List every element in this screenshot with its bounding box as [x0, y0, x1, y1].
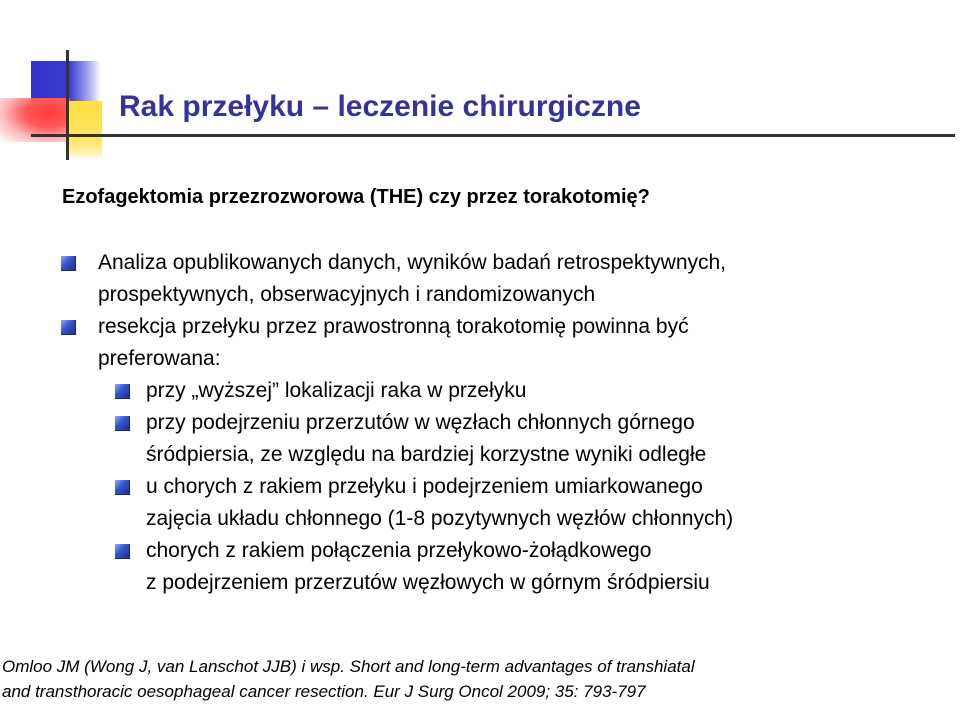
bullet-list [60, 247, 940, 599]
bullet-text-line: preferowana: [98, 347, 221, 370]
bullet-text-line: śródpiersia, ze względu na bardziej korzystne wyniki odległe [146, 443, 707, 466]
blue-square-bullet-icon [115, 480, 130, 495]
bullet-item [60, 407, 940, 471]
bullet-item [60, 535, 940, 599]
bullet-item [60, 471, 940, 535]
slide-title: Rak przełyku – leczenie chirurgiczne [119, 90, 641, 123]
blue-square-bullet-icon [115, 416, 130, 431]
reference-line: and transthoracic oesophageal cancer resection. Eur J Surg Oncol 2009; 35: 793-797 [2, 682, 646, 701]
bullet-item [60, 375, 940, 407]
bullet-text-line: Analiza opublikowanych danych, wyników badań retrospektywnych, [98, 251, 727, 274]
bullet-text-line: prospektywnych, obserwacyjnych i randomizowanych [98, 283, 596, 306]
bullet-text-line: przy „wyższej” lokalizacji raka w przełyku [146, 379, 527, 402]
bullet-item [60, 311, 940, 375]
blue-square-bullet-icon [115, 544, 130, 559]
bullet-text-line: resekcja przełyku przez prawostronną torakotomię powinna być [98, 315, 689, 338]
blue-square-bullet-icon [115, 384, 130, 399]
bullet-item [60, 247, 940, 311]
slide-subtitle: Ezofagektomia przezrozworowa (THE) czy przez torakotomię? [62, 186, 650, 208]
bullet-text-line: chorych z rakiem połączenia przełykowo-żołądkowego [146, 539, 652, 562]
bullet-text-line: u chorych z rakiem przełyku i podejrzeniem umiarkowanego [146, 475, 703, 498]
decorative-vertical-line [66, 50, 69, 160]
bullet-text-line: z podejrzeniem przerzutów węzłowych w górnym śródpiersiu [146, 571, 710, 594]
bullet-text-line: zajęcia układu chłonnego (1-8 pozytywnych węzłów chłonnych) [146, 507, 734, 530]
decorative-yellow-block [66, 101, 102, 158]
bullet-text-line: przy podejrzeniu przerzutów w węzłach chłonnych górnego [146, 411, 695, 434]
blue-square-bullet-icon [61, 320, 76, 335]
reference-citation [2, 654, 695, 704]
reference-line: Omloo JM (Wong J, van Lanschot JJB) i wsp. Short and long-term advantages of transhiatal [2, 657, 695, 676]
title-underline [31, 134, 955, 137]
blue-square-bullet-icon [61, 256, 76, 271]
